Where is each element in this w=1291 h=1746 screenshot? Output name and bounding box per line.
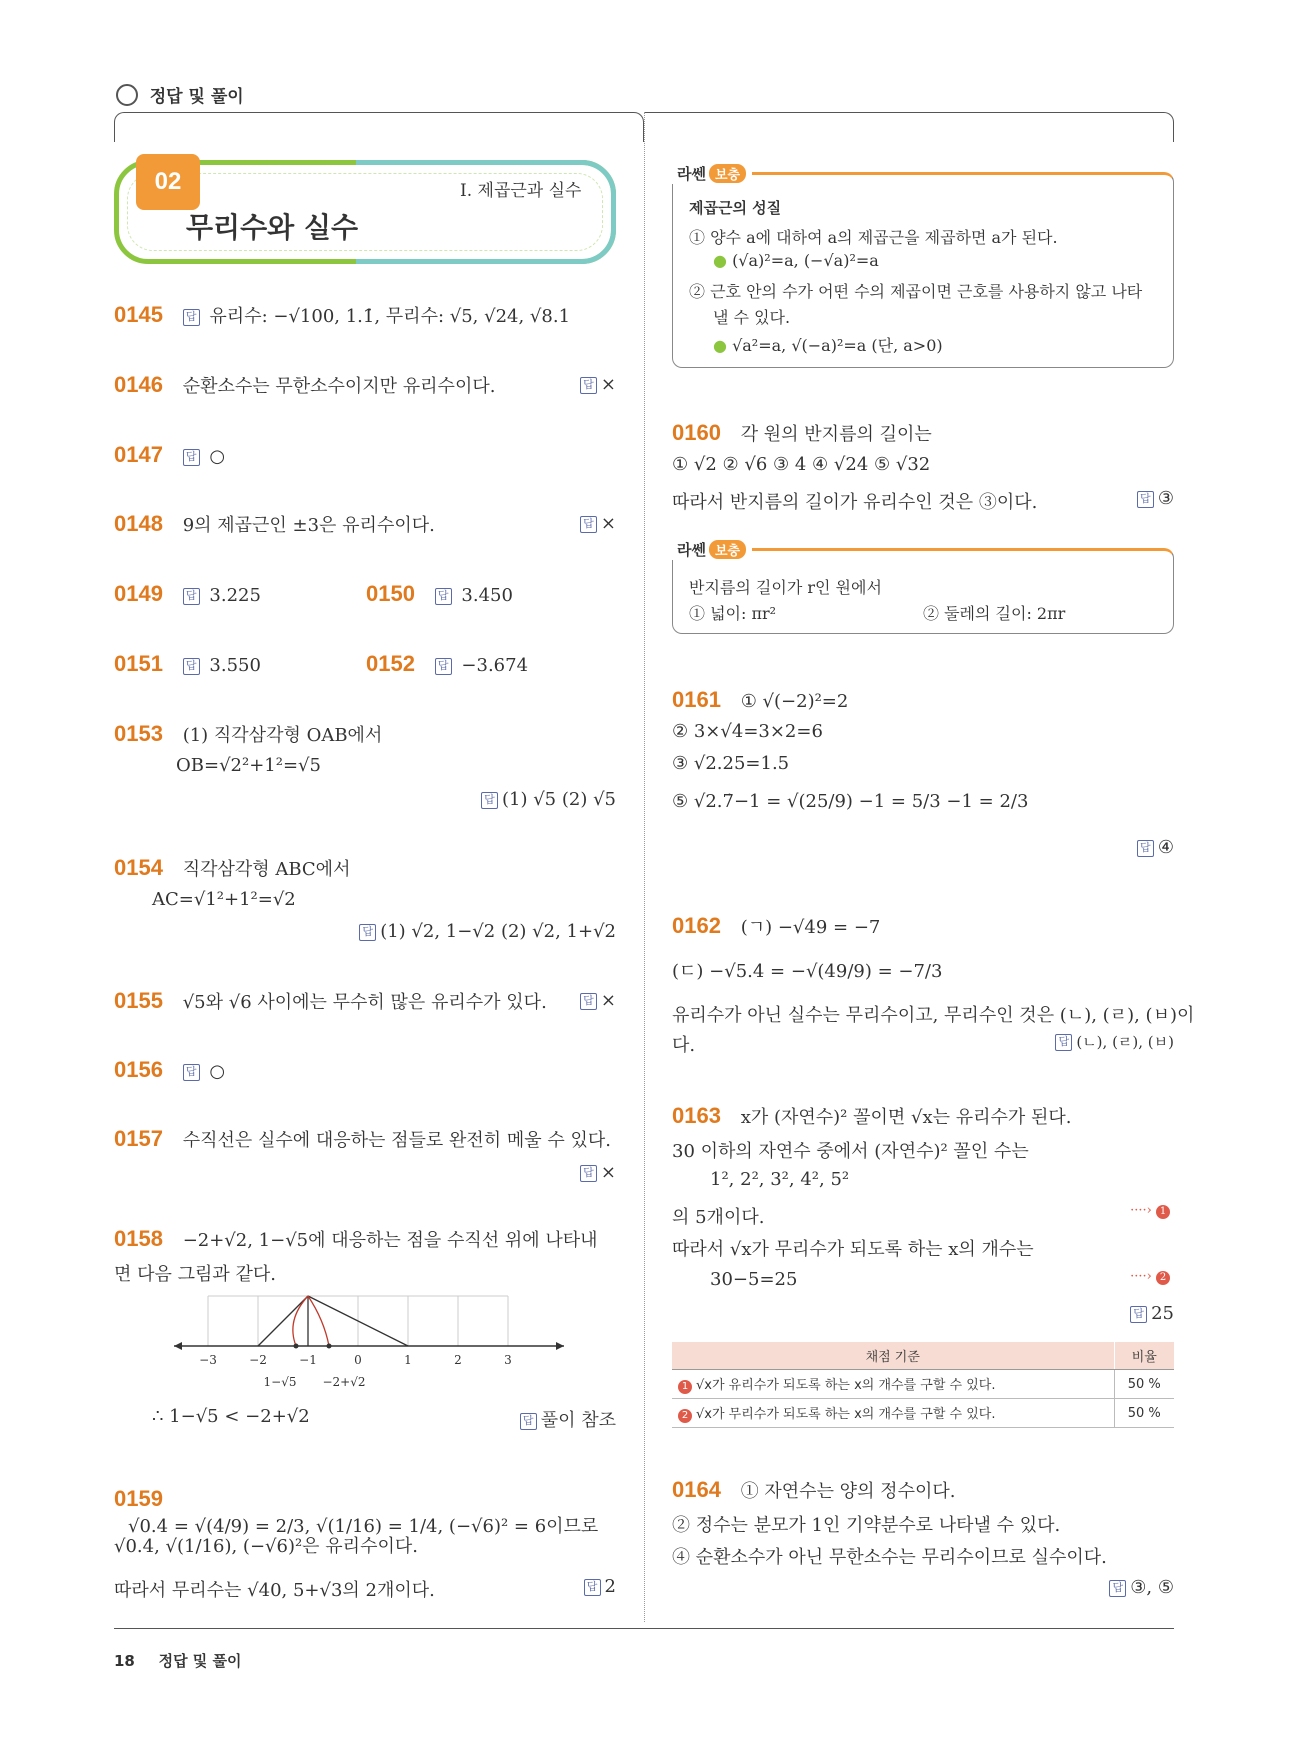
item-0161 — [672, 687, 1174, 867]
item-0147 — [114, 442, 225, 468]
item-answer: ④ — [1157, 837, 1174, 858]
section-number-badge: 02 — [136, 154, 200, 210]
item-number: 0146 — [114, 372, 163, 397]
item-number: 0154 — [114, 855, 163, 880]
item-answer: ○ — [209, 446, 226, 467]
item-text: 수직선은 실수에 대응하는 점들로 완전히 메울 수 있다. — [182, 1130, 611, 1151]
item-number: 0163 — [672, 1103, 721, 1128]
item-0160 — [672, 420, 1174, 520]
point-b — [327, 1344, 332, 1349]
item-number: 0150 — [366, 581, 415, 606]
item-line: (ㄷ) −√5.4̇ = −√(49/9) = −7/3 — [672, 961, 943, 982]
note-line: ● (√a)²=a, (−√a)²=a — [713, 251, 879, 270]
answer-icon: 답 — [183, 309, 200, 326]
answer-icon: 답 — [580, 1165, 597, 1182]
item-line: 따라서 무리수는 √40, 5+√3의 2개이다. — [114, 1580, 435, 1601]
item-0150 — [366, 581, 513, 607]
mascot-icon — [116, 84, 138, 106]
item-number: 0162 — [672, 913, 721, 938]
note-box-2 — [672, 541, 1174, 634]
answer-icon: 답 — [1137, 840, 1154, 857]
grading-table — [672, 1342, 1174, 1428]
tick-label: 2 — [454, 1353, 462, 1367]
tick-label: 3 — [504, 1353, 512, 1367]
item-number: 0161 — [672, 687, 721, 712]
item-answer: 2 — [604, 1576, 616, 1597]
answer-icon: 답 — [481, 792, 498, 809]
item-0156 — [114, 1057, 225, 1083]
note-tag: 보충 — [709, 164, 746, 183]
point-label-b: −2+√2 — [322, 1375, 366, 1389]
column-divider — [644, 112, 645, 1622]
note-line: ② 근호 안의 수가 어떤 수의 제곱이면 근호를 사용하지 않고 나타 — [689, 282, 1143, 301]
item-line: 따라서 반지름의 길이가 유리수인 것은 ③이다. — [672, 492, 1038, 513]
answer-icon: 답 — [580, 377, 597, 394]
column-frame-left — [114, 112, 644, 142]
item-text: 유리수: −√100, 1.1̇, 무리수: √5, √24, √8.1 — [209, 306, 571, 327]
note-line: 반지름의 길이가 r인 원에서 — [689, 578, 882, 597]
tick-label: 1 — [404, 1353, 412, 1367]
answer-icon: 답 — [435, 658, 452, 675]
item-answer: × — [600, 1162, 616, 1183]
item-answer: 3.450 — [461, 585, 513, 606]
item-line: √0.4̇, √(1/16), (−√6)²은 유리수이다. — [114, 1536, 418, 1557]
header — [116, 82, 244, 112]
tick-label: −3 — [199, 1353, 217, 1367]
answer-icon: 답 — [183, 1064, 200, 1081]
item-number: 0156 — [114, 1057, 163, 1082]
criteria-text: √x가 유리수가 되도록 하는 x의 개수를 구할 수 있다. — [696, 1378, 996, 1393]
item-number: 0149 — [114, 581, 163, 606]
step-badge: 1 — [678, 1380, 692, 1394]
item-answer: (1) √2, 1−√2 (2) √2, 1+√2 — [380, 921, 616, 942]
item-answer: 3.225 — [209, 585, 261, 606]
item-line: √0.4̇ = √(4/9) = 2/3, √(1/16) = 1/4, (−√6)² = 6이므로 — [128, 1516, 599, 1537]
number-line-figure — [174, 1290, 574, 1390]
point-a — [294, 1344, 299, 1349]
item-text: √5와 √6 사이에는 무수히 많은 유리수가 있다. — [182, 992, 547, 1013]
item-0155 — [114, 988, 616, 1014]
item-0164 — [672, 1477, 1174, 1607]
item-0158 — [114, 1226, 616, 1436]
answer-icon: 답 — [580, 516, 597, 533]
step-marker-2: ····› 2 — [1130, 1269, 1174, 1285]
arc-b — [308, 1296, 329, 1346]
answer-icon: 답 — [1109, 1580, 1126, 1597]
item-0146 — [114, 372, 616, 398]
tick-label: −1 — [299, 1353, 317, 1367]
item-0153 — [114, 721, 616, 821]
ratio-cell: 50 % — [1114, 1399, 1174, 1428]
note-line: ① 넓이: πr² — [689, 604, 777, 623]
item-line: ④ 순환소수가 아닌 무한소수는 무리수이므로 실수이다. — [672, 1547, 1107, 1568]
item-line: 1², 2², 3², 4², 5² — [710, 1169, 850, 1190]
tick-label: 0 — [354, 1353, 362, 1367]
column-frame-right — [644, 112, 1174, 142]
item-answer: (ㄴ), (ㄹ), (ㅂ) — [1076, 1033, 1174, 1051]
item-line: (ㄱ) −√49 = −7 — [740, 917, 881, 938]
item-0151 — [114, 651, 261, 677]
item-0157 — [114, 1126, 616, 1186]
note-head: 라쎈 보충 — [671, 163, 752, 184]
item-number: 0153 — [114, 721, 163, 746]
item-answer: (1) √5 (2) √5 — [501, 789, 616, 810]
item-answer: ③, ⑤ — [1130, 1577, 1174, 1598]
item-number: 0157 — [114, 1126, 163, 1151]
section-title: 무리수와 실수 — [186, 211, 359, 244]
answer-icon: 답 — [520, 1413, 537, 1430]
item-line: ② 정수는 분모가 1인 기약분수로 나타낼 수 있다. — [672, 1515, 1061, 1536]
item-answer: 풀이 참조 — [540, 1410, 616, 1431]
ratio-cell: 50 % — [1114, 1370, 1174, 1399]
item-line: −2+√2, 1−√5에 대응하는 점을 수직선 위에 나타내 — [182, 1230, 598, 1251]
step-marker-1: ····› 1 — [1130, 1203, 1174, 1219]
arrow-bullet-icon: ● — [713, 336, 727, 355]
note-title: 제곱근의 성질 — [689, 199, 782, 217]
item-answer: −3.674 — [461, 655, 529, 676]
item-line: 따라서 √x가 무리수가 되도록 하는 x의 개수는 — [672, 1239, 1034, 1260]
answer-icon: 답 — [183, 449, 200, 466]
item-number: 0147 — [114, 442, 163, 467]
answer-icon: 답 — [1137, 491, 1154, 508]
footer-rule — [114, 1628, 1174, 1629]
item-line: ③ √2.25=1.5 — [672, 753, 790, 774]
point-label-a: 1−√5 — [263, 1375, 297, 1389]
item-conclusion: ∴ 1−√5 < −2+√2 — [152, 1406, 310, 1427]
page-number: 18 — [114, 1652, 135, 1670]
note-line: ② 둘레의 길이: 2πr — [923, 604, 1066, 623]
footer — [114, 1650, 242, 1671]
item-0152 — [366, 651, 528, 677]
note-line: 낼 수 있다. — [713, 308, 791, 327]
item-number: 0159 — [114, 1486, 163, 1511]
item-line: 면 다음 그림과 같다. — [114, 1264, 276, 1285]
item-line: 각 원의 반지름의 길이는 — [740, 424, 932, 445]
tick-label: −2 — [249, 1353, 267, 1367]
table-row — [672, 1370, 1174, 1399]
item-line: 30 이하의 자연수 중에서 (자연수)² 꼴인 수는 — [672, 1141, 1029, 1162]
item-line: ① 자연수는 양의 정수이다. — [740, 1481, 956, 1502]
item-line: ① √2 ② √6 ③ 4 ④ √24 ⑤ √32 — [672, 454, 931, 475]
answer-icon: 답 — [1130, 1306, 1147, 1323]
item-line: AC=√1²+1²=√2 — [152, 889, 296, 910]
item-answer: 25 — [1151, 1303, 1174, 1324]
item-number: 0151 — [114, 651, 163, 676]
answer-icon: 답 — [580, 993, 597, 1010]
note-line: ① 양수 a에 대하여 a의 제곱근을 제곱하면 a가 된다. — [689, 228, 1058, 247]
item-number: 0152 — [366, 651, 415, 676]
grading-header-ratio: 비율 — [1114, 1342, 1174, 1370]
item-answer: 3.550 — [209, 655, 261, 676]
item-answer: ○ — [209, 1061, 226, 1082]
item-0148 — [114, 511, 616, 537]
axis-arrow-left — [174, 1342, 182, 1350]
footer-title: 정답 및 풀이 — [158, 1652, 242, 1670]
item-text: 순환소수는 무한소수이지만 유리수이다. — [182, 376, 496, 397]
item-line: ⑤ √2.7̇−1 = √(25/9) −1 = 5/3 −1 = 2/3 — [672, 791, 1029, 812]
item-line: ① √(−2)²=2 — [740, 691, 849, 712]
item-0162 — [672, 913, 1195, 1063]
item-answer: × — [600, 990, 616, 1011]
item-line: 유리수가 아닌 실수는 무리수이고, 무리수인 것은 (ㄴ), (ㄹ), (ㅂ)이 — [672, 1005, 1195, 1026]
item-line: 의 5개이다. — [672, 1207, 765, 1228]
item-number: 0160 — [672, 420, 721, 445]
item-answer: × — [600, 513, 616, 534]
item-number: 0158 — [114, 1226, 163, 1251]
item-number: 0155 — [114, 988, 163, 1013]
answer-icon: 답 — [435, 588, 452, 605]
item-number: 0164 — [672, 1477, 721, 1502]
answer-icon: 답 — [183, 588, 200, 605]
item-line: (1) 직각삼각형 OAB에서 — [182, 725, 383, 746]
item-0154 — [114, 855, 616, 955]
note-tag: 보충 — [709, 540, 746, 559]
answer-icon: 답 — [183, 658, 200, 675]
item-answer: × — [600, 374, 616, 395]
note-box-1 — [672, 165, 1174, 368]
item-line: 다. — [672, 1035, 696, 1056]
answer-icon: 답 — [359, 924, 376, 941]
item-0163 — [672, 1103, 1174, 1333]
note-line: ● √a²=a, √(−a)²=a (단, a>0) — [713, 336, 943, 355]
item-line: ② 3×√4=3×2=6 — [672, 721, 823, 742]
arrow-bullet-icon: ● — [713, 251, 727, 270]
answer-icon: 답 — [584, 1579, 601, 1596]
table-row — [672, 1399, 1174, 1428]
note-head: 라쎈 보충 — [671, 539, 752, 560]
item-0159 — [114, 1486, 616, 1606]
step-badge: 2 — [678, 1409, 692, 1423]
item-0149 — [114, 581, 261, 607]
item-line: OB=√2²+1²=√5 — [176, 755, 321, 776]
item-number: 0145 — [114, 302, 163, 327]
criteria-text: √x가 무리수가 되도록 하는 x의 개수를 구할 수 있다. — [696, 1407, 996, 1422]
item-answer: ③ — [1157, 488, 1174, 509]
header-title: 정답 및 풀이 — [149, 87, 244, 107]
axis-arrow-right — [556, 1342, 564, 1350]
item-line: x가 (자연수)² 꼴이면 √x는 유리수가 된다. — [740, 1107, 1072, 1128]
item-number: 0148 — [114, 511, 163, 536]
item-0145 — [114, 302, 570, 328]
item-text: 9의 제곱근인 ±3은 유리수이다. — [182, 515, 435, 536]
item-line: 30−5=25 — [710, 1269, 798, 1290]
grading-header-criteria: 채점 기준 — [672, 1342, 1114, 1370]
answer-icon: 답 — [1055, 1034, 1072, 1051]
item-line: 직각삼각형 ABC에서 — [182, 859, 351, 880]
chapter-label: I. 제곱근과 실수 — [460, 181, 582, 201]
